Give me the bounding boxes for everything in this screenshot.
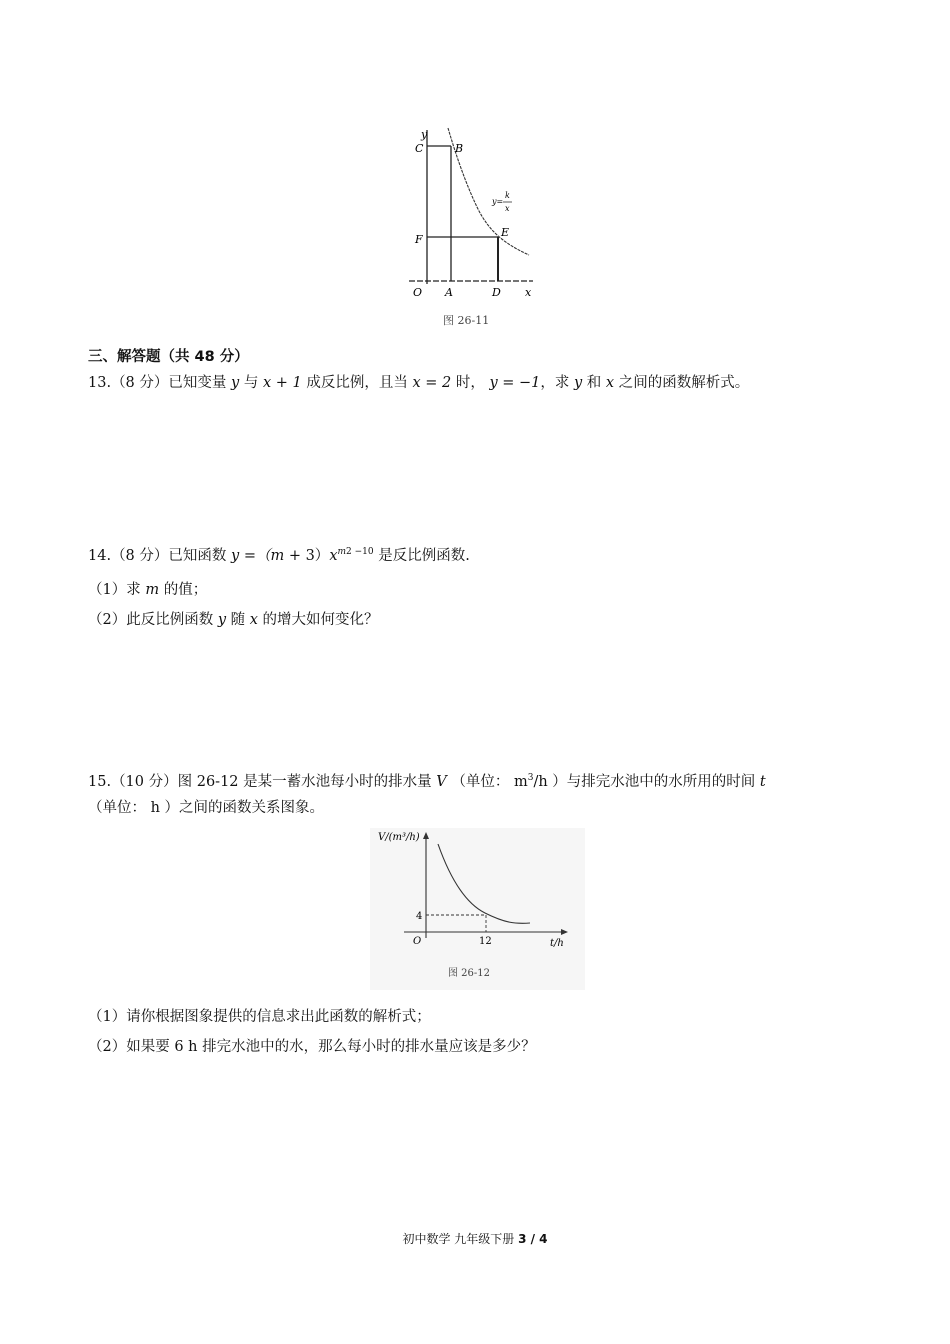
- q15-number: 15.: [88, 774, 112, 790]
- q13-text-b: 与: [239, 375, 263, 391]
- curve-label-y: y=: [492, 197, 504, 206]
- question-15: [88, 768, 766, 792]
- y-tick-label: 4: [416, 911, 423, 922]
- label-f: F: [415, 233, 423, 246]
- q14-exp-rest: 2 −10: [346, 547, 374, 557]
- q14-sub2-x: x: [249, 612, 258, 628]
- q15-text-c: /h ）与排完水池中的水所用的时间: [533, 774, 760, 790]
- q13-expr: x + 1: [262, 375, 302, 391]
- footer-page-number: 3 / 4: [518, 1232, 548, 1246]
- q14-sub1-b: 的值；: [159, 582, 208, 598]
- q13-text-a: 已知变量: [168, 375, 232, 391]
- q14-sub-1: [88, 580, 207, 600]
- q14-sub1-m: m: [145, 582, 160, 598]
- figure-caption: 图 26-12: [448, 968, 491, 979]
- curve-label-k: k: [505, 191, 510, 200]
- q13-text-g: 之间的函数解析式。: [614, 375, 750, 391]
- footer-subject: 初中数学 九年级下册: [402, 1232, 519, 1246]
- label-b: B: [455, 142, 464, 155]
- label-e: E: [501, 226, 510, 239]
- label-a: A: [445, 286, 453, 299]
- q15-text-b: （单位： m: [446, 774, 528, 790]
- x-tick-label: 12: [479, 936, 492, 947]
- q14-exp-m: m: [337, 547, 347, 557]
- q15-v: V: [436, 774, 447, 790]
- label-d: D: [492, 286, 501, 299]
- q14-text-b: 是反比例函数.: [373, 548, 470, 564]
- q14-sub2-a: （2）此反比例函数: [88, 612, 218, 628]
- label-x: x: [525, 286, 532, 299]
- question-13: [88, 373, 749, 393]
- q14-func-b: + 3）: [284, 548, 330, 564]
- q14-sub2-c: 的增大如何变化？: [257, 612, 379, 628]
- q13-x: x: [605, 375, 615, 391]
- figure-caption: 图 26-11: [443, 314, 490, 327]
- q15-cube: 3: [527, 773, 534, 783]
- q14-sub-2: [88, 610, 379, 630]
- q13-text-e: ，求: [540, 375, 574, 391]
- q14-number: 14.: [88, 548, 112, 564]
- page-footer: [0, 1230, 950, 1247]
- label-y: y: [421, 128, 428, 141]
- q13-y: y: [231, 375, 240, 391]
- q14-x: x: [329, 548, 338, 564]
- q13-text-f: 和: [582, 375, 606, 391]
- q13-cond-x: x = 2: [412, 375, 452, 391]
- q15-t: t: [759, 774, 766, 790]
- q14-sub1-a: （1）求: [88, 582, 146, 598]
- q13-text-c: 成反比例，且当: [301, 375, 413, 391]
- section-title: 三、解答题（共 48 分）: [88, 349, 249, 365]
- v-axis-label: V/(m³/h): [378, 832, 420, 843]
- question-14: [88, 542, 470, 566]
- q14-sub2-y: y: [217, 612, 227, 628]
- q13-score: （8 分）: [111, 375, 169, 391]
- q13-cond-y: y = −1: [489, 375, 541, 391]
- q13-number: 13.: [88, 375, 112, 391]
- q15-text-a: 图 26-12 是某一蓄水池每小时的排水量: [177, 774, 437, 790]
- q15-score: （10 分）: [111, 774, 178, 790]
- q15-line-2: （单位： h ）之间的函数关系图象。: [88, 800, 325, 816]
- q14-text-a: 已知函数: [168, 548, 232, 564]
- figure-26-11: [395, 122, 545, 332]
- q15-sub-1: （1）请你根据图象提供的信息求出此函数的解析式；: [88, 1009, 431, 1025]
- q14-m: m: [270, 548, 285, 564]
- q13-text-d: 时，: [451, 375, 490, 391]
- figure-26-12: [370, 828, 585, 990]
- q14-score: （8 分）: [111, 548, 169, 564]
- curve-label-x: x: [505, 204, 510, 213]
- q14-func-a: y =（: [231, 548, 271, 564]
- q15-sub-2: （2）如果要 6 h 排完水池中的水，那么每小时的排水量应该是多少？: [88, 1039, 536, 1055]
- q14-sub2-b: 随: [226, 612, 250, 628]
- label-c: C: [415, 142, 424, 155]
- origin-label: O: [413, 936, 422, 947]
- q13-y-2: y: [573, 375, 583, 391]
- label-o: O: [413, 286, 423, 299]
- t-axis-label: t/h: [550, 938, 564, 949]
